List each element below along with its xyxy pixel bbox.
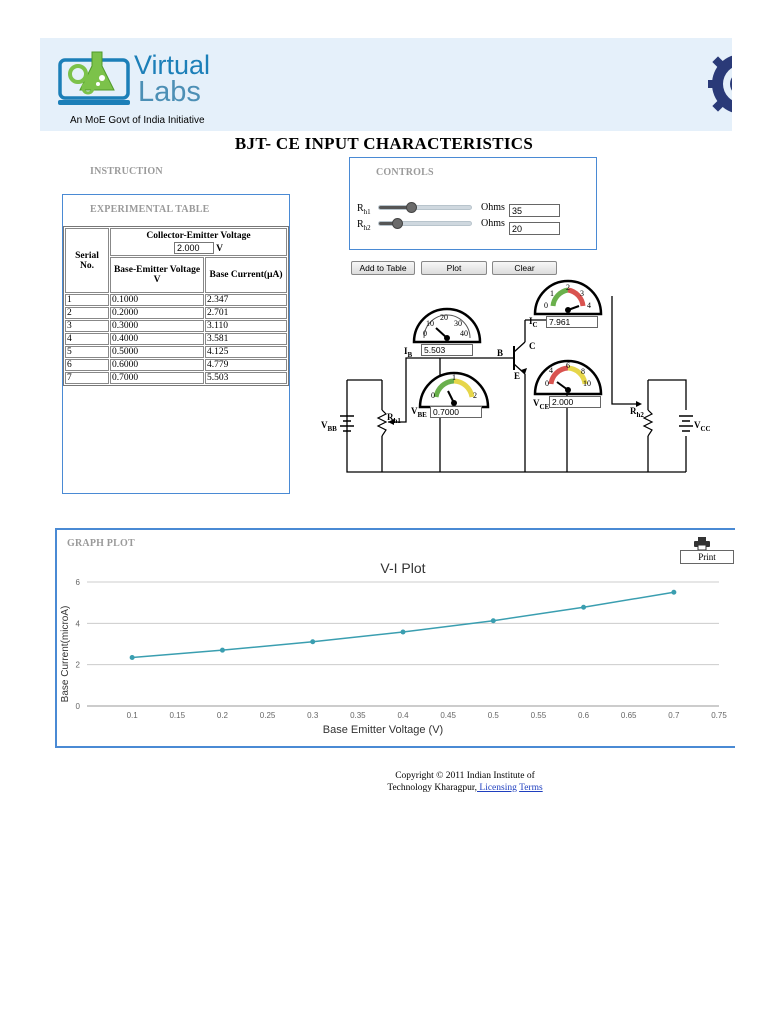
rh1-slider[interactable] — [378, 205, 472, 210]
vce-label: $V_{CE}$ — [533, 398, 550, 411]
vbe-scale-2: 2 — [473, 391, 477, 400]
table-row — [65, 320, 287, 332]
emitter-terminal-label: E — [514, 371, 521, 381]
add-to-table-button[interactable]: Add to Table — [351, 261, 415, 275]
vbe-unit: V — [153, 275, 161, 285]
x-tick-label: 0.55 — [530, 711, 547, 720]
table-row — [65, 294, 287, 306]
x-tick-label: 0.2 — [216, 711, 228, 720]
vce-reading: 2.000 — [549, 396, 601, 408]
series-line — [132, 592, 674, 657]
ib-ammeter-icon — [412, 304, 482, 344]
vbe-cell: 0.2000 — [110, 307, 204, 319]
data-point — [310, 639, 315, 644]
vbe-cell: 0.5000 — [110, 346, 204, 358]
licensing-link[interactable]: Licensing — [477, 783, 517, 793]
rh2-circuit-label: $R_{h2}$ — [630, 406, 644, 419]
brand-tagline: An MoE Govt of India Initiative — [70, 115, 205, 126]
vbe-cell: 0.4000 — [110, 333, 204, 345]
vce-scale-4: 4 — [549, 366, 553, 375]
x-tick-label: 0.4 — [397, 711, 409, 720]
x-tick-label: 0.3 — [307, 711, 319, 720]
ib-scale-0: 0 — [423, 329, 427, 338]
brand-labs: Labs — [138, 76, 201, 108]
ib-scale-40: 40 — [460, 329, 468, 338]
vbe-header: Base-Emitter Voltage — [113, 265, 201, 275]
ic-label: $I_C$ — [529, 316, 538, 329]
clear-button[interactable]: Clear — [492, 261, 557, 275]
rh2-unit: Ohms — [481, 218, 505, 229]
experimental-table-label: EXPERIMENTAL TABLE — [90, 204, 210, 215]
ib-cell: 4.779 — [205, 359, 287, 371]
flask-gear-icon — [58, 48, 134, 112]
copyright-institution: Technology Kharagpur, — [387, 783, 478, 793]
data-point — [130, 655, 135, 660]
y-tick-label: 6 — [75, 578, 80, 587]
page-title: BJT- CE INPUT CHARACTERISTICS — [234, 134, 534, 153]
x-tick-label: 0.15 — [169, 711, 186, 720]
serial-cell: 3 — [65, 320, 109, 332]
serial-header: Serial No. — [65, 228, 109, 293]
x-tick-label: 0.25 — [259, 711, 276, 720]
rh2-input[interactable] — [509, 222, 560, 235]
institute-emblem-icon — [702, 44, 732, 126]
data-point — [220, 648, 225, 653]
vbe-header-cell — [110, 257, 204, 293]
y-tick-label: 2 — [75, 660, 80, 670]
x-tick-label: 0.5 — [487, 711, 499, 720]
serial-cell: 2 — [65, 307, 109, 319]
x-tick-label: 0.45 — [440, 711, 456, 720]
serial-cell: 5 — [65, 346, 109, 358]
rh1-unit: Ohms — [481, 202, 505, 213]
rh2-label: $R_{h2}$ — [357, 219, 371, 232]
x-tick-label: 0.75 — [711, 711, 727, 720]
table-row — [65, 333, 287, 345]
vbe-cell: 0.1000 — [110, 294, 204, 306]
table-row — [65, 359, 287, 371]
ib-scale-10: 10 — [426, 319, 434, 328]
collector-terminal-label: C — [529, 341, 536, 351]
vce-scale-6: 6 — [566, 361, 570, 370]
vbe-scale-0: 0 — [431, 391, 435, 400]
table-row — [65, 346, 287, 358]
data-point — [581, 605, 586, 610]
ib-cell: 2.701 — [205, 307, 287, 319]
y-tick-label: 4 — [75, 619, 80, 629]
virtual-labs-logo[interactable] — [58, 48, 228, 130]
rh1-label: $R_{h1}$ — [357, 203, 371, 216]
footer — [0, 770, 768, 794]
vce-scale-8: 8 — [581, 367, 585, 376]
terms-link[interactable]: Terms — [519, 783, 543, 793]
x-tick-label: 0.35 — [350, 711, 366, 720]
vbe-cell: 0.3000 — [110, 320, 204, 332]
instruction-link[interactable]: INSTRUCTION — [90, 166, 163, 177]
rh1-circuit-label: $R_{h1}$ — [387, 412, 401, 425]
vce-header-cell — [110, 228, 287, 256]
ic-scale-0: 0 — [544, 301, 548, 310]
y-tick-label: 0 — [75, 702, 80, 711]
ib-cell: 3.581 — [205, 333, 287, 345]
print-button[interactable]: Print — [680, 550, 734, 564]
ic-scale-2: 2 — [566, 283, 570, 292]
ic-scale-3: 3 — [580, 289, 584, 298]
table-row — [65, 372, 287, 384]
ic-scale-1: 1 — [550, 289, 554, 298]
serial-cell: 1 — [65, 294, 109, 306]
x-axis-label: Base Emitter Voltage (V) — [322, 724, 444, 736]
vbb-label: $V_{BB}$ — [321, 420, 337, 433]
table-row — [65, 307, 287, 319]
vbe-label: $V_{BE}$ — [411, 406, 427, 419]
ib-cell: 4.125 — [205, 346, 287, 358]
ib-cell: 3.110 — [205, 320, 287, 332]
ib-label: $I_B$ — [404, 346, 413, 359]
brand-virtual: Virtual — [134, 50, 211, 80]
x-tick-label: 0.65 — [620, 711, 637, 720]
data-point — [671, 590, 676, 595]
ic-scale-4: 4 — [587, 301, 591, 310]
vbe-scale-1: 1 — [452, 373, 456, 382]
vce-header: Collector-Emitter Voltage — [146, 230, 251, 241]
rh2-slider[interactable] — [378, 221, 472, 226]
ic-ammeter-icon — [533, 276, 603, 316]
vi-plot-chart — [56, 552, 734, 742]
printer-icon[interactable] — [694, 537, 710, 550]
data-point — [401, 629, 406, 634]
plot-button[interactable]: Plot — [421, 261, 487, 275]
serial-cell: 7 — [65, 372, 109, 384]
vbe-cell: 0.7000 — [110, 372, 204, 384]
y-axis-label: Base Current(microA) — [60, 605, 71, 703]
x-tick-label: 0.1 — [126, 711, 138, 720]
vce-scale-10: 10 — [583, 379, 591, 388]
vbe-reading: 0.7000 — [430, 406, 482, 418]
graph-plot-label: GRAPH PLOT — [67, 538, 135, 549]
ib-scale-30: 30 — [454, 319, 462, 328]
ib-scale-20: 20 — [440, 313, 448, 322]
vcc-label: $V_{CC}$ — [694, 420, 711, 433]
ib-header: Base Current(μA) — [205, 257, 287, 293]
vce-input[interactable] — [174, 242, 214, 254]
vce-scale-0: 0 — [545, 379, 549, 388]
base-terminal-label: B — [497, 348, 504, 358]
copyright-text: Copyright © 2011 Indian Institute of — [395, 771, 535, 781]
experimental-table — [63, 226, 289, 386]
ib-reading: 5.503 — [421, 344, 473, 356]
vbe-cell: 0.6000 — [110, 359, 204, 371]
serial-cell: 6 — [65, 359, 109, 371]
rh1-input[interactable] — [509, 204, 560, 217]
vce-unit: V — [216, 243, 224, 254]
circuit-diagram — [318, 276, 738, 476]
x-tick-label: 0.6 — [578, 711, 590, 720]
ic-reading: 7.961 — [546, 316, 598, 328]
x-tick-label: 0.7 — [668, 711, 680, 720]
ib-cell: 5.503 — [205, 372, 287, 384]
chart-title: V-I Plot — [380, 560, 426, 576]
serial-cell: 4 — [65, 333, 109, 345]
controls-label: CONTROLS — [376, 167, 434, 178]
ib-cell: 2.347 — [205, 294, 287, 306]
data-point — [491, 618, 496, 623]
